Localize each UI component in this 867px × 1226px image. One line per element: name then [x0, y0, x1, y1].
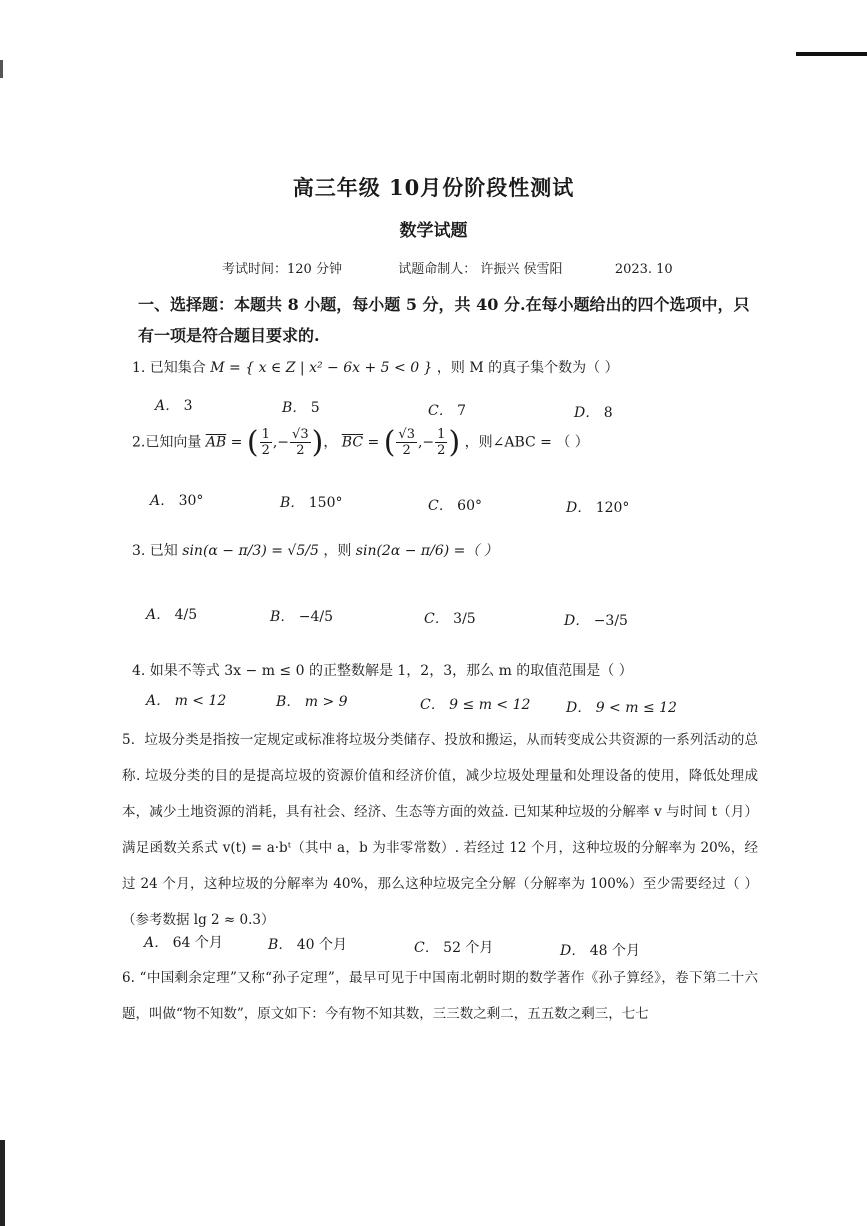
exam-time: 考试时间：120 分钟 — [222, 262, 342, 277]
q2-option-a: A． 30° — [150, 493, 204, 509]
q4-option-b: B． m > 9 — [276, 694, 348, 710]
exam-subject: 数学试题 — [399, 221, 468, 241]
q1-option-a: A． 3 — [155, 398, 193, 414]
q5-option-c: C． 52 个月 — [414, 940, 494, 956]
scan-left-tick — [0, 60, 3, 78]
q3-option-d: D． −3/5 — [564, 613, 628, 629]
question-5: 5．垃圾分类是指按一定规定或标准将垃圾分类储存、投放和搬运，从而转变成公共资源的一系列活动的总称. 垃圾分类的目的是提高垃圾的资源价值和经济价值，减少垃圾处理量和处理设备的使用，降低处理成本，减少土地资源的消耗，具有社会、经济、生态等方面的效益. 已知某种垃圾的分解率 v 与时间 t（月）满足函数关系式 v(t) = a·bᵗ（其中 a，b 为非零常数）. 若经过 12 个月，这种垃圾的分解率为 20%，经过 24 个月，这种垃圾的分解率为 40%，那么这种垃圾完全分解（分解率为 100%）至少需要经过（ ）（参考数据 lg 2 ≈ 0.3） — [122, 732, 758, 928]
q2-suffix: ，则∠ABC = （ ） — [464, 434, 589, 451]
q4-option-d: D． 9 < m ≤ 12 — [566, 700, 677, 716]
question-4: 4. 如果不等式 3x − m ≤ 0 的正整数解是 1，2，3，那么 m 的取值范围是（ ） — [132, 663, 633, 679]
scan-edge-mark — [796, 52, 867, 56]
exam-authors-label: 试题命制人： — [398, 262, 477, 277]
q5-option-a: A． 64 个月 — [144, 935, 223, 951]
q3-rhs: sin(2α − π/6) =（ ） — [355, 543, 498, 559]
q1-prefix: 1. 已知集合 — [132, 360, 206, 376]
q1-option-d: D． 8 — [574, 405, 613, 421]
q4-option-c: C． 9 ≤ m < 12 — [420, 697, 531, 713]
q2-option-c: C． 60° — [428, 498, 482, 514]
exam-authors: 许振兴 侯雪阳 — [480, 262, 563, 277]
question-2: 2.已知向量 $\overline{AB}$ = ( $\frac{1}{2}$ ,− $\frac{√3}{2}$ )， $\overline{BC}$ = ( $\frac{√3}{2}$ ,− $\frac{1}{2}$ ) ，则∠ABC = （ ） — [132, 425, 589, 460]
scan-left-edge — [0, 1140, 5, 1226]
q1-suffix: ，则 M 的真子集个数为（ ） — [436, 360, 619, 376]
q1-set: M = { x ∈ Z | x² − 6x + 5 < 0 } — [210, 360, 433, 376]
question-6: 6. “中国剩余定理”又称“孙子定理”，最早可见于中国南北朝时期的数学著作《孙子算经》，卷下第二十六题，叫做“物不知数”，原文如下：今有物不知其数，三三数之剩二，五五数之剩三，七七 — [122, 970, 758, 1022]
exam-title: 高三年级 10月份阶段性测试 — [292, 175, 575, 200]
q3-option-a: A． 4/5 — [146, 607, 198, 623]
q3-prefix: 3. 已知 — [132, 543, 178, 559]
q2-vector-ab: $\overline{AB}$ — [205, 434, 227, 451]
q2-prefix: 2.已知向量 — [132, 434, 202, 451]
q3-option-b: B． −4/5 — [270, 609, 334, 625]
q2-option-b: B． 150° — [280, 495, 343, 511]
section-1-heading: 一、选择题：本题共 8 小题，每小题 5 分，共 40 分.在每小题给出的四个选项中，只有一项是符合题目要求的. — [138, 295, 750, 345]
exam-meta — [222, 258, 673, 277]
q3-mid: ，则 — [323, 543, 352, 559]
q1-option-b: B． 5 — [282, 400, 320, 416]
q3-lhs: sin(α − π/3) = √5/5 — [182, 543, 319, 559]
q4-option-a: A． m < 12 — [146, 693, 227, 709]
q2-option-d: D． 120° — [566, 500, 630, 516]
q5-option-d: D． 48 个月 — [560, 943, 640, 959]
question-1 — [132, 357, 619, 377]
q5-option-b: B． 40 个月 — [268, 937, 348, 953]
q2-vector-bc: $\overline{BC}$ — [341, 434, 364, 451]
q3-option-c: C． 3/5 — [424, 611, 476, 627]
exam-date: 2023. 10 — [614, 262, 673, 277]
question-3 — [132, 540, 498, 560]
q1-option-c: C． 7 — [428, 403, 467, 419]
